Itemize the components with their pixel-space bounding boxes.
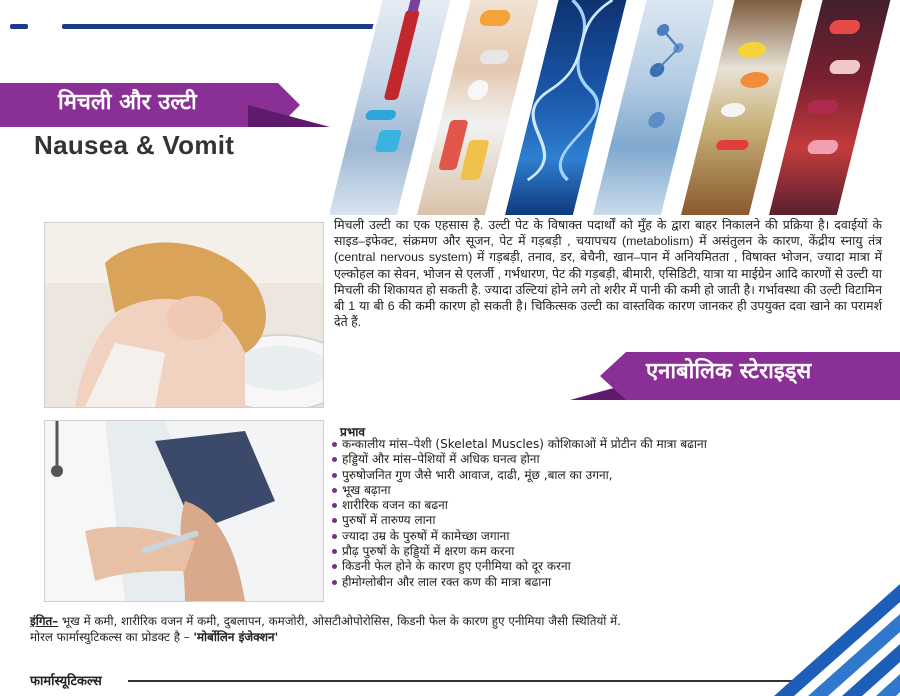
page-title-english: Nausea & Vomit bbox=[34, 130, 235, 160]
effect-item: किडनी फेल होने के कारण हुए एनीमिया को दूर करना bbox=[332, 559, 707, 574]
footer-divider bbox=[128, 680, 792, 682]
effect-item: पुरुषोजनित गुण जैसे भारी आवाज, दाढी, मूंछ ,बाल का उगना, bbox=[332, 468, 707, 483]
effects-heading: प्रभाव bbox=[340, 425, 366, 439]
effect-item: पुरुषों में तारुण्य लाना bbox=[332, 513, 707, 528]
product-name: 'मोर्बोलिन इंजेक्शन' bbox=[193, 630, 279, 644]
effect-item: ज्यादा उम्र के पुरुषों में कामेच्छा जगाना bbox=[332, 529, 707, 544]
effect-item: भूख बढ़ाना bbox=[332, 483, 707, 498]
effect-item: हड्डियों और मांस–पेशियों में अधिक घनत्व होना bbox=[332, 452, 707, 467]
medical-image-collage bbox=[330, 0, 900, 215]
indication-line bbox=[30, 613, 790, 629]
nausea-woman-photo bbox=[44, 222, 324, 408]
indication-label: इंगित– bbox=[30, 614, 59, 628]
effects-list bbox=[332, 437, 707, 590]
indication-note bbox=[30, 613, 790, 645]
top-decor-bar-short bbox=[10, 24, 28, 29]
intro-paragraph: मिचली उल्टी का एक एहसास है. उल्टी पेट के विषाक्त पदार्थों को मुँह के द्वारा बाहर निकालने की प्रक्रिया है। दवाईयों के साइड–इफेक्ट, संक्रमण और सूजन, पेट में गड़बड़ी , चयापचय (metabolism) में असंतुलन के कारण, केंद्रीय स्नायु तंत्र (central nervous system) में गड़बड़ी, तनाव, डर, बेचैनी, खान–पान में अनियमितता , विषाक्त भोजन, ज्यादा मात्रा में एल्कोहल का सेवन, भोजन से एलर्जी , गर्भधारण, पेट की गड़बड़ी, बीमारी, एसिडिटी, यात्रा या माईग्रेन आदि कारणों से उल्टी या मिचली की शिकायत हो सकती है. ज्यादा उल्टियां होने लगे तो शरीर में पानी की कमी हो जाती है। गर्भावस्था की उल्टी विटामिन बी 1 या बी 6 की कमी कारण हो सकती है। चिकित्सक उल्टी का वास्तविक कारण जानकर ही उपयुक्त दवा खाने का परामर्श देते हैं. bbox=[334, 218, 882, 330]
blue-diagonal-stripes-icon bbox=[770, 580, 900, 696]
effect-item: हीमोग्लोबीन और लाल रक्त कण की मात्रा बढाना bbox=[332, 575, 707, 590]
injection-photo bbox=[44, 420, 324, 602]
steroids-banner-title: एनाबोलिक स्टेराइड्स bbox=[646, 359, 812, 384]
effect-item: प्रौढ़ पुरुषों के हड्डियों में क्षरण कम करना bbox=[332, 544, 707, 559]
effect-item: कन्कालीय मांस–पेशी (Skeletal Muscles) कोशिकाओं में प्रोटीन की मात्रा बढाना bbox=[332, 437, 707, 452]
footer-label: फार्मास्यूटिकल्स bbox=[30, 674, 102, 689]
product-prefix: मोरल फार्मास्युटिकल्स का प्रोडक्ट है – bbox=[30, 630, 190, 644]
indication-text: भूख में कमी, शारीरिक वजन में कमी, दुबलापन, कमजोरी, ओसटीओपोरोसिस, किडनी फेल के कारण हुए एनीमिया जैसी स्थितियों में. bbox=[61, 614, 621, 628]
product-line bbox=[30, 629, 790, 645]
effect-item: शारीरिक वजन का बढना bbox=[332, 498, 707, 513]
page-title-hindi: मिचली और उल्टी bbox=[58, 90, 197, 115]
